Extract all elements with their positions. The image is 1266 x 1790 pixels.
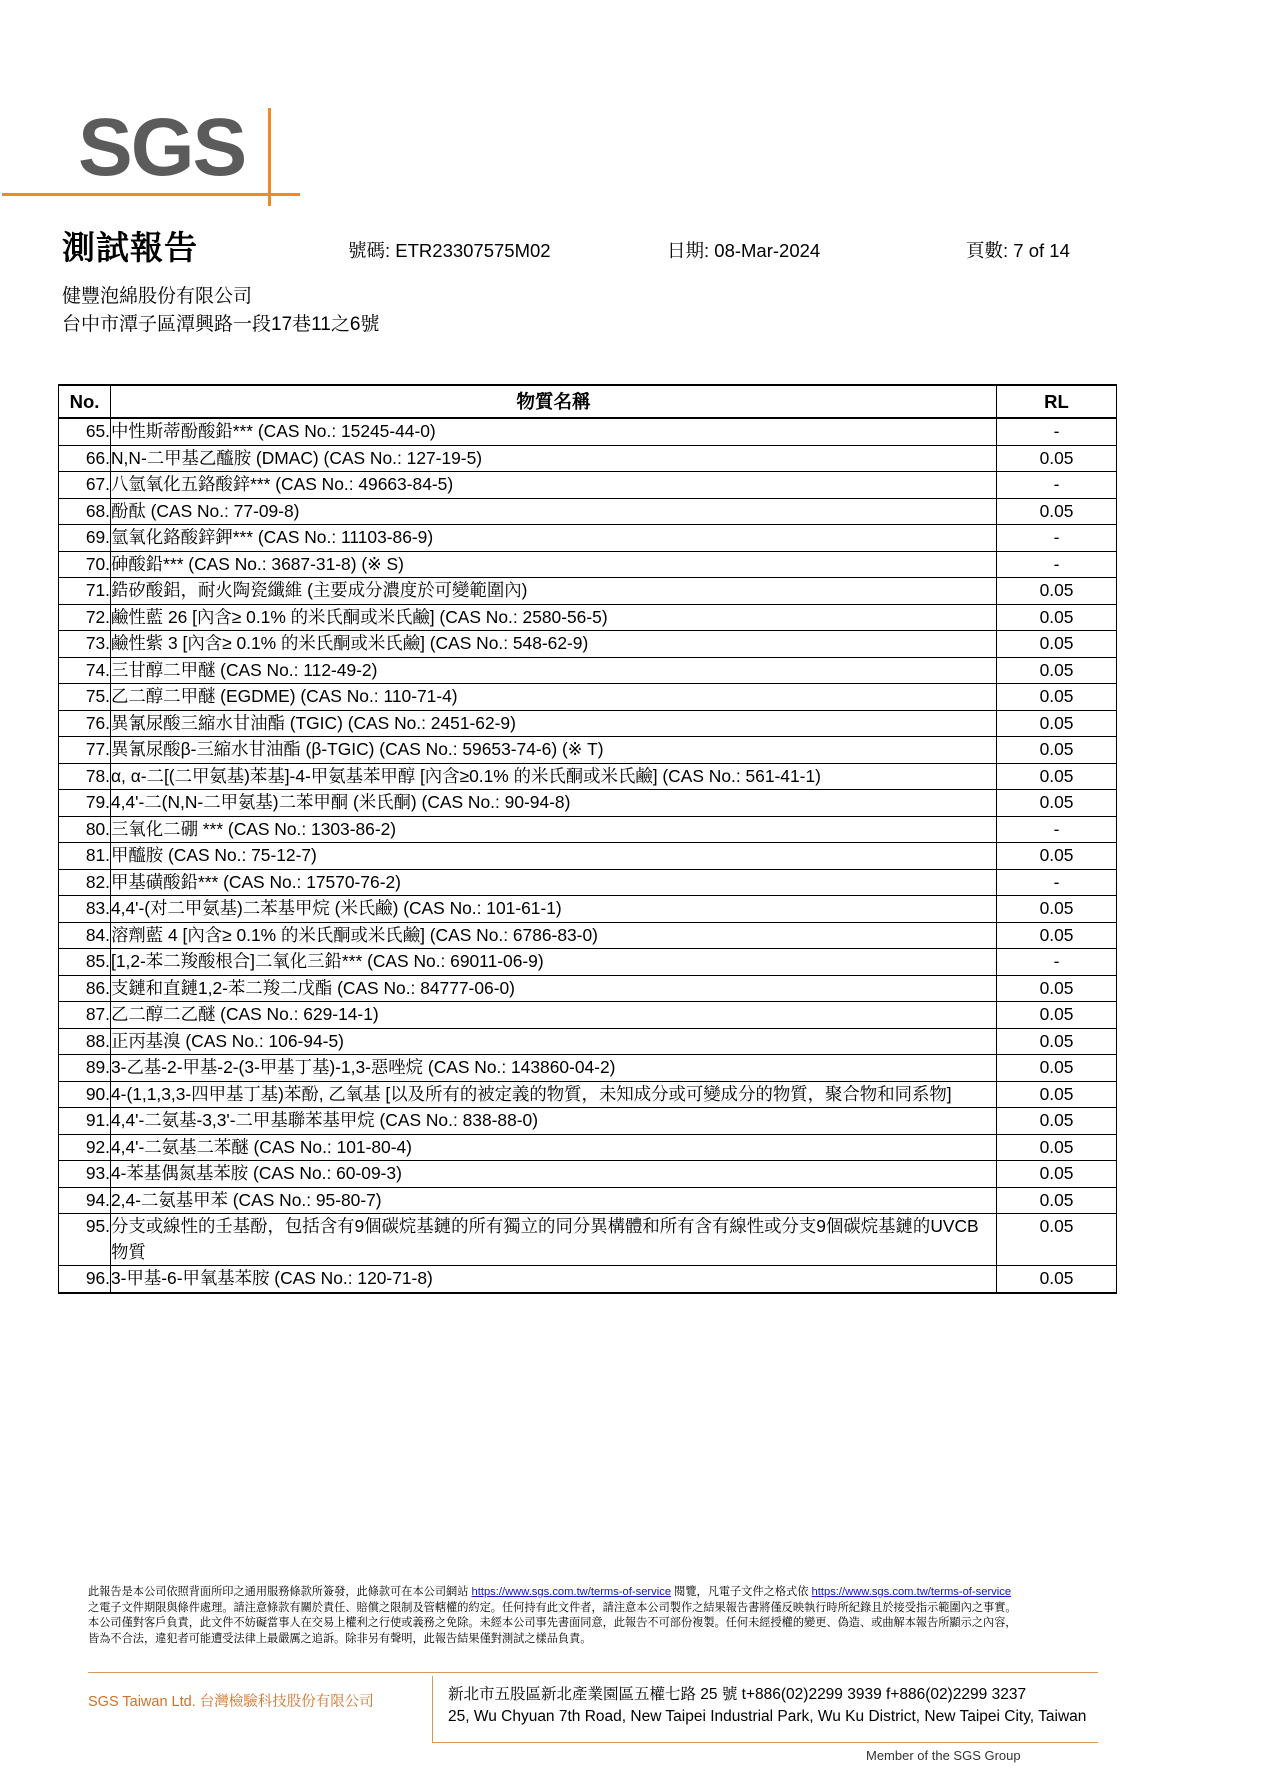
table-row <box>59 498 1117 525</box>
table-row <box>59 869 1117 896</box>
footer-address-cn: 新北市五股區新北產業園區五權七路 25 號 t+886(02)2299 3939 f+886(02)2299 3237 <box>448 1686 1027 1703</box>
table-body <box>59 418 1117 1293</box>
legal-line-1 <box>88 1585 1098 1601</box>
table-row <box>59 551 1117 578</box>
cell-substance-name: 乙二醇二甲醚 (EGDME) (CAS No.: 110-71-4) <box>111 684 997 711</box>
footer-sgs-taiwan-cn: 台灣檢驗科技股份有限公司 <box>199 1694 374 1710</box>
cell-substance-name: 分支或線性的壬基酚，包括含有9個碳烷基鏈的所有獨立的同分異構體和所有含有線性或分支9個碳烷基鏈的UVCB物質 <box>111 1214 997 1266</box>
table-row <box>59 922 1117 949</box>
table-row <box>59 896 1117 923</box>
cell-rl: 0.05 <box>997 843 1117 870</box>
cell-rl: 0.05 <box>997 896 1117 923</box>
cell-substance-name: 甲醯胺 (CAS No.: 75-12-7) <box>111 843 997 870</box>
cell-no: 82. <box>59 869 111 896</box>
cell-rl: 0.05 <box>997 922 1117 949</box>
cell-substance-name: 鋯矽酸鋁，耐火陶瓷纖維 (主要成分濃度於可變範圍內) <box>111 578 997 605</box>
table-row <box>59 975 1117 1002</box>
table-row <box>59 472 1117 499</box>
table-row <box>59 1055 1117 1082</box>
cell-no: 92. <box>59 1134 111 1161</box>
cell-rl: 0.05 <box>997 578 1117 605</box>
legal-disclaimer <box>88 1585 1098 1647</box>
table-row <box>59 816 1117 843</box>
cell-substance-name: 中性斯蒂酚酸鉛*** (CAS No.: 15245-44-0) <box>111 418 997 445</box>
footer-sgs-taiwan-en: SGS Taiwan Ltd. <box>88 1694 196 1710</box>
cell-substance-name: 支鏈和直鏈1,2-苯二羧二戊酯 (CAS No.: 84777-06-0) <box>111 975 997 1002</box>
cell-substance-name: 4,4'-二(N,N-二甲氨基)二苯甲酮 (米氏酮) (CAS No.: 90-94-8) <box>111 790 997 817</box>
cell-rl: 0.05 <box>997 1266 1117 1293</box>
cell-substance-name: 3-乙基-2-甲基-2-(3-甲基丁基)-1,3-惡唑烷 (CAS No.: 143860-04-2) <box>111 1055 997 1082</box>
table-row <box>59 418 1117 445</box>
cell-rl: - <box>997 949 1117 976</box>
cell-no: 81. <box>59 843 111 870</box>
column-header-rl: RL <box>997 385 1117 418</box>
cell-substance-name: 4,4'-二氨基二苯醚 (CAS No.: 101-80-4) <box>111 1134 997 1161</box>
footer-top-rule <box>88 1672 1098 1673</box>
cell-no: 83. <box>59 896 111 923</box>
cell-substance-name: 三氧化二硼 *** (CAS No.: 1303-86-2) <box>111 816 997 843</box>
cell-substance-name: 八氫氧化五鉻酸鋅*** (CAS No.: 49663-84-5) <box>111 472 997 499</box>
cell-substance-name: 異氰尿酸三縮水甘油酯 (TGIC) (CAS No.: 2451-62-9) <box>111 710 997 737</box>
substances-table <box>58 384 1117 1294</box>
cell-rl: 0.05 <box>997 1028 1117 1055</box>
cell-rl: 0.05 <box>997 684 1117 711</box>
table-header <box>59 385 1117 418</box>
cell-no: 95. <box>59 1214 111 1266</box>
cell-rl: - <box>997 418 1117 445</box>
cell-rl: 0.05 <box>997 631 1117 658</box>
table-row <box>59 657 1117 684</box>
sgs-logo <box>78 102 378 218</box>
footer-vertical-divider <box>432 1676 433 1742</box>
cell-no: 76. <box>59 710 111 737</box>
cell-no: 72. <box>59 604 111 631</box>
cell-substance-name: 4,4'-(对二甲氨基)二苯基甲烷 (米氏鹼) (CAS No.: 101-61-1) <box>111 896 997 923</box>
cell-rl: - <box>997 525 1117 552</box>
company-address: 台中市潭子區潭興路一段17巷11之6號 <box>62 314 380 335</box>
cell-no: 89. <box>59 1055 111 1082</box>
cell-substance-name: α, α-二[(二甲氨基)苯基]-4-甲氨基苯甲醇 [內含≥0.1% 的米氏酮或米氏鹼] (CAS No.: 561-41-1) <box>111 763 997 790</box>
table-row <box>59 525 1117 552</box>
cell-no: 68. <box>59 498 111 525</box>
cell-no: 77. <box>59 737 111 764</box>
column-header-no: No. <box>59 385 111 418</box>
table-row <box>59 763 1117 790</box>
cell-no: 73. <box>59 631 111 658</box>
terms-of-service-link-1[interactable]: https://www.sgs.com.tw/terms-of-service <box>471 1586 672 1598</box>
cell-no: 70. <box>59 551 111 578</box>
cell-substance-name: 甲基磺酸鉛*** (CAS No.: 17570-76-2) <box>111 869 997 896</box>
cell-no: 94. <box>59 1187 111 1214</box>
cell-rl: 0.05 <box>997 498 1117 525</box>
cell-rl: - <box>997 816 1117 843</box>
table-row <box>59 1161 1117 1188</box>
cell-rl: 0.05 <box>997 710 1117 737</box>
cell-substance-name: 砷酸鉛*** (CAS No.: 3687-31-8) (※ S) <box>111 551 997 578</box>
report-number: 號碼: ETR23307575M02 <box>348 240 551 261</box>
cell-rl: 0.05 <box>997 1187 1117 1214</box>
footer-bottom-rule <box>432 1742 1098 1743</box>
table-row <box>59 1214 1117 1266</box>
company-name: 健豐泡綿股份有限公司 <box>62 286 253 307</box>
cell-substance-name: 2,4-二氨基甲苯 (CAS No.: 95-80-7) <box>111 1187 997 1214</box>
terms-of-service-link-2[interactable]: https://www.sgs.com.tw/terms-of-service <box>811 1586 1012 1598</box>
table-row <box>59 949 1117 976</box>
cell-no: 75. <box>59 684 111 711</box>
cell-substance-name: 異氰尿酸β-三縮水甘油酯 (β-TGIC) (CAS No.: 59653-74-6) (※ T) <box>111 737 997 764</box>
footer-address-en: 25, Wu Chyuan 7th Road, New Taipei Industrial Park, Wu Ku District, New Taipei City, Taiwan <box>448 1708 1087 1725</box>
cell-rl: 0.05 <box>997 790 1117 817</box>
report-date: 日期: 08-Mar-2024 <box>667 240 821 261</box>
column-header-substance-name: 物質名稱 <box>111 385 997 418</box>
cell-substance-name: 三甘醇二甲醚 (CAS No.: 112-49-2) <box>111 657 997 684</box>
table-row <box>59 843 1117 870</box>
cell-substance-name: 鹼性藍 26 [內含≥ 0.1% 的米氏酮或米氏鹼] (CAS No.: 2580-56-5) <box>111 604 997 631</box>
cell-substance-name: 乙二醇二乙醚 (CAS No.: 629-14-1) <box>111 1002 997 1029</box>
table-row <box>59 1266 1117 1293</box>
cell-no: 96. <box>59 1266 111 1293</box>
table-row <box>59 1134 1117 1161</box>
cell-substance-name: 4,4'-二氨基-3,3'-二甲基聯苯基甲烷 (CAS No.: 838-88-0) <box>111 1108 997 1135</box>
cell-no: 88. <box>59 1028 111 1055</box>
footer-sgs-entity <box>88 1690 374 1711</box>
cell-rl: - <box>997 472 1117 499</box>
cell-rl: 0.05 <box>997 1108 1117 1135</box>
cell-rl: 0.05 <box>997 445 1117 472</box>
table-row <box>59 710 1117 737</box>
legal-line-4: 皆為不合法，違犯者可能遭受法律上最嚴厲之追訴。除非另有聲明，此報告結果僅對測試之樣品負責。 <box>88 1632 592 1645</box>
legal-line-1-part-b: 閱覽，凡電子文件之格式依 <box>671 1586 812 1598</box>
cell-no: 91. <box>59 1108 111 1135</box>
cell-rl: 0.05 <box>997 1081 1117 1108</box>
table-row <box>59 445 1117 472</box>
cell-no: 79. <box>59 790 111 817</box>
cell-substance-name: 酚酞 (CAS No.: 77-09-8) <box>111 498 997 525</box>
table-row <box>59 1002 1117 1029</box>
cell-no: 74. <box>59 657 111 684</box>
table-row <box>59 631 1117 658</box>
cell-no: 65. <box>59 418 111 445</box>
table-row <box>59 604 1117 631</box>
table-row <box>59 790 1117 817</box>
cell-no: 80. <box>59 816 111 843</box>
cell-substance-name: [1,2-苯二羧酸根合]二氧化三鉛*** (CAS No.: 69011-06-9) <box>111 949 997 976</box>
table-row <box>59 578 1117 605</box>
cell-no: 67. <box>59 472 111 499</box>
cell-no: 90. <box>59 1081 111 1108</box>
legal-line-2: 之電子文件期限與條件處理。請注意條款有關於責任、賠償之限制及管轄權的約定。任何持有此文件者，請注意本公司製作之結果報告書將僅反映執行時所紀錄且於接受指示範圍內之事實。 <box>88 1601 1017 1614</box>
cell-rl: 0.05 <box>997 763 1117 790</box>
cell-rl: - <box>997 551 1117 578</box>
cell-rl: 0.05 <box>997 975 1117 1002</box>
table-row <box>59 1187 1117 1214</box>
cell-rl: 0.05 <box>997 604 1117 631</box>
cell-no: 85. <box>59 949 111 976</box>
cell-no: 71. <box>59 578 111 605</box>
page-title: 測試報告 <box>62 229 198 266</box>
cell-substance-name: 氫氧化鉻酸鋅鉀*** (CAS No.: 11103-86-9) <box>111 525 997 552</box>
substances-table-wrapper <box>58 384 1074 1294</box>
cell-no: 78. <box>59 763 111 790</box>
cell-no: 84. <box>59 922 111 949</box>
page-number: 頁數: 7 of 14 <box>966 240 1070 261</box>
cell-substance-name: 3-甲基-6-甲氧基苯胺 (CAS No.: 120-71-8) <box>111 1266 997 1293</box>
sgs-logo-vertical-rule <box>268 108 271 206</box>
cell-no: 66. <box>59 445 111 472</box>
cell-rl: 0.05 <box>997 657 1117 684</box>
table-row <box>59 1081 1117 1108</box>
cell-no: 86. <box>59 975 111 1002</box>
cell-rl: 0.05 <box>997 1002 1117 1029</box>
cell-no: 93. <box>59 1161 111 1188</box>
cell-rl: 0.05 <box>997 1161 1117 1188</box>
cell-rl: 0.05 <box>997 737 1117 764</box>
table-row <box>59 737 1117 764</box>
legal-line-3: 本公司僅對客戶負責，此文件不妨礙當事人在交易上權利之行使或義務之免除。未經本公司事先書面同意，此報告不可部份複製。任何未經授權的變更、偽造、或曲解本報告所顯示之內容， <box>88 1617 1017 1630</box>
table-row <box>59 684 1117 711</box>
cell-rl: 0.05 <box>997 1214 1117 1266</box>
table-header-row <box>59 385 1117 418</box>
cell-no: 69. <box>59 525 111 552</box>
cell-substance-name: 4-(1,1,3,3-四甲基丁基)苯酚, 乙氧基 [以及所有的被定義的物質，未知成分或可變成分的物質，聚合物和同系物] <box>111 1081 997 1108</box>
cell-rl: - <box>997 869 1117 896</box>
cell-no: 87. <box>59 1002 111 1029</box>
cell-rl: 0.05 <box>997 1134 1117 1161</box>
cell-substance-name: 溶劑藍 4 [內含≥ 0.1% 的米氏酮或米氏鹼] (CAS No.: 6786-83-0) <box>111 922 997 949</box>
cell-substance-name: 正丙基溴 (CAS No.: 106-94-5) <box>111 1028 997 1055</box>
cell-substance-name: 4-苯基偶氮基苯胺 (CAS No.: 60-09-3) <box>111 1161 997 1188</box>
table-row <box>59 1028 1117 1055</box>
cell-substance-name: 鹼性紫 3 [內含≥ 0.1% 的米氏酮或米氏鹼] (CAS No.: 548-62-9) <box>111 631 997 658</box>
legal-line-1-part-a: 此報告是本公司依照背面所印之通用服務條款所簽發，此條款可在本公司網站 <box>88 1586 472 1598</box>
cell-substance-name: N,N-二甲基乙醯胺 (DMAC) (CAS No.: 127-19-5) <box>111 445 997 472</box>
sgs-logo-horizontal-rule <box>2 193 300 196</box>
cell-rl: 0.05 <box>997 1055 1117 1082</box>
table-row <box>59 1108 1117 1135</box>
footer-member-note: Member of the SGS Group <box>866 1748 1021 1763</box>
sgs-logo-text: SGS <box>78 102 246 193</box>
